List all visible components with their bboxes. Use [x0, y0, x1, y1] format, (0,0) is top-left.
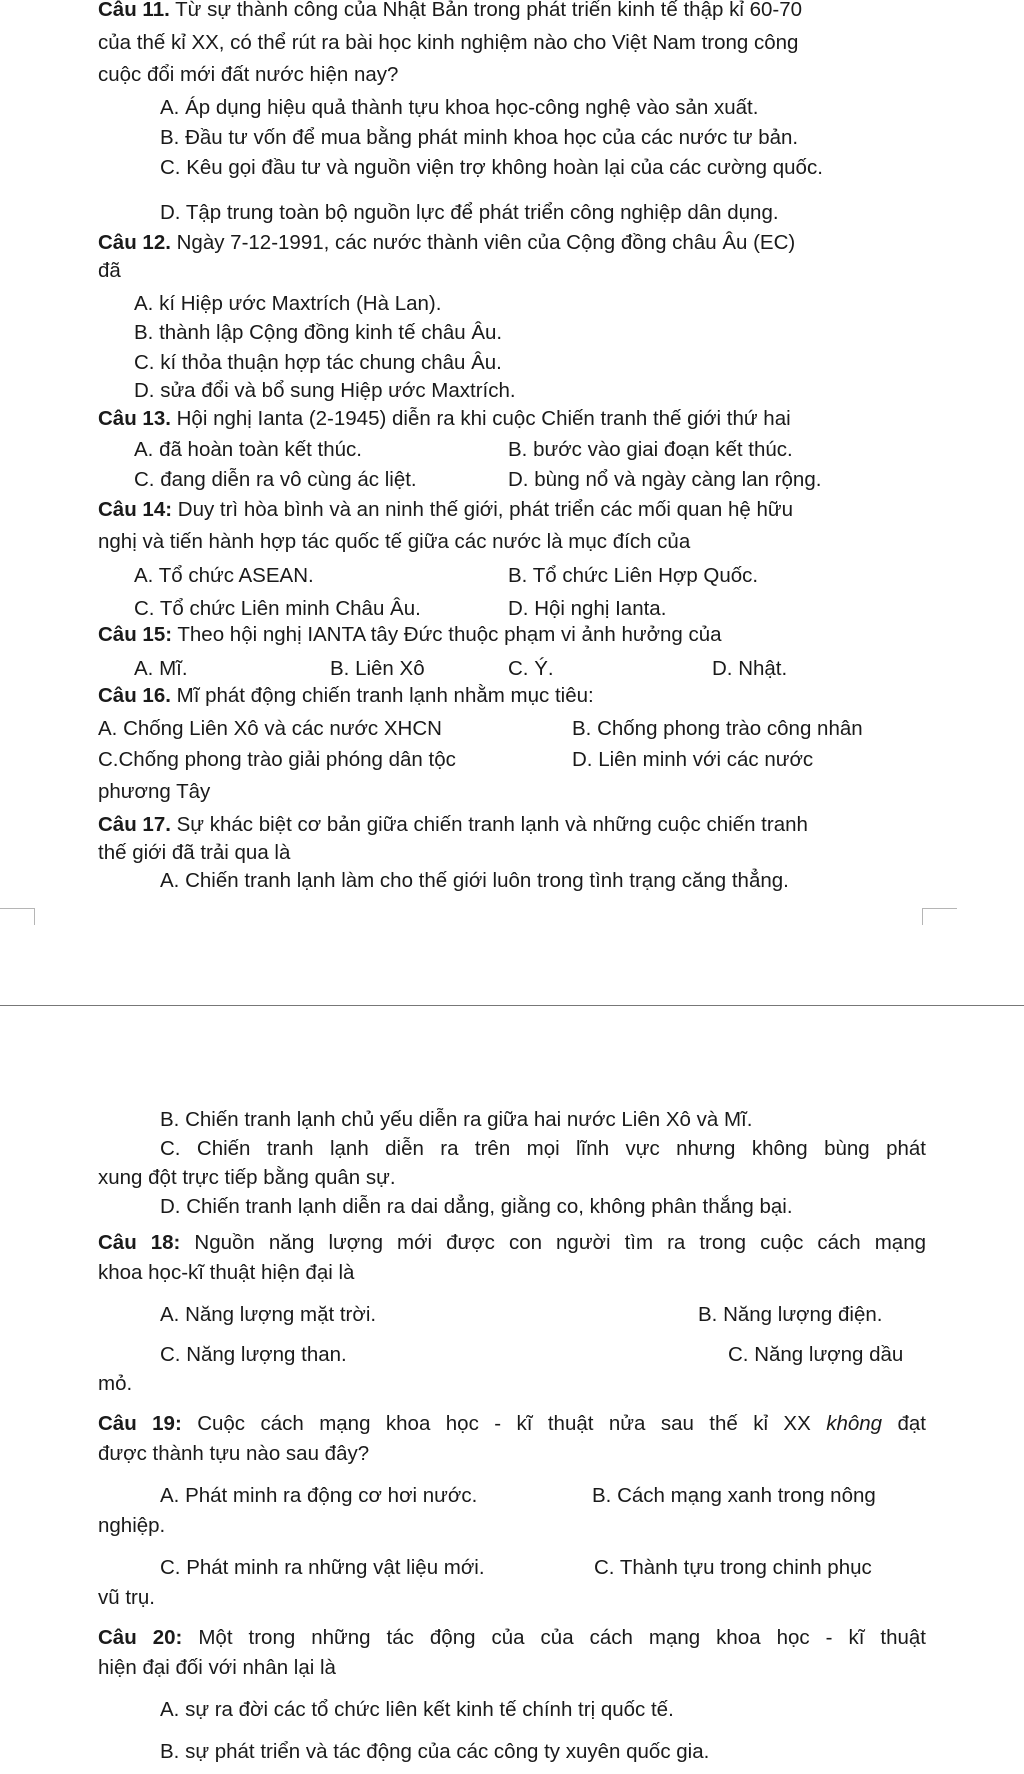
question-16-option-a: A. Chống Liên Xô và các nước XHCN — [98, 717, 442, 740]
question-16-option-d: D. Liên minh với các nước — [572, 748, 814, 771]
question-11-option-a: A. Áp dụng hiệu quả thành tựu khoa học-công nghệ vào sản xuất. — [160, 96, 759, 119]
question-17-number: Câu 17. — [98, 813, 171, 836]
question-11-option-c: C. Kêu gọi đầu tư và nguồn viện trợ không hoàn lại của các cường quốc. — [160, 156, 823, 179]
question-17-option-b: B. Chiến tranh lạnh chủ yếu diễn ra giữa hai nước Liên Xô và Mĩ. — [160, 1108, 753, 1131]
question-20-number: Câu 20: — [98, 1626, 183, 1649]
question-14-option-a: A. Tổ chức ASEAN. — [134, 564, 314, 587]
question-15-number: Câu 15: — [98, 623, 173, 646]
question-12-line-1: Câu 12. Ngày 7-12-1991, các nước thành viên của Cộng đồng châu Âu (EC) — [98, 231, 796, 254]
question-15-option-c: C. Ý. — [508, 657, 554, 680]
question-19-number: Câu 19: — [98, 1412, 182, 1435]
question-12-option-b: B. thành lập Cộng đồng kinh tế châu Âu. — [134, 321, 503, 344]
question-19-option-d: C. Thành tựu trong chinh phục — [594, 1556, 872, 1579]
question-13-number: Câu 13. — [98, 407, 171, 430]
question-15-option-d: D. Nhật. — [712, 657, 788, 680]
question-19-option-c: C. Phát minh ra những vật liệu mới. — [160, 1556, 485, 1579]
question-13-option-b: B. bước vào giai đoạn kết thúc. — [508, 438, 793, 461]
question-13-option-c: C. đang diễn ra vô cùng ác liệt. — [134, 468, 417, 491]
question-11-number: Câu 11. — [98, 0, 170, 21]
question-16-option-d-wrap: phương Tây — [98, 780, 211, 803]
page-bottom — [0, 1035, 1024, 1774]
question-19-option-a: A. Phát minh ra động cơ hơi nước. — [160, 1484, 478, 1507]
question-16-option-c: C.Chống phong trào giải phóng dân tộc — [98, 748, 456, 771]
question-20-option-b: B. sự phát triển và tác động của các công ty xuyên quốc gia. — [160, 1740, 710, 1763]
question-11-line-1: Câu 11. Từ sự thành công của Nhật Bản trong phát triển kinh tế thập kỉ 60-70 — [98, 0, 803, 21]
question-12-line-2: đã — [98, 259, 121, 282]
question-19-option-d-wrap: vũ trụ. — [98, 1586, 155, 1609]
question-14-option-b: B. Tổ chức Liên Hợp Quốc. — [508, 564, 759, 587]
question-17-option-c-wrap: xung đột trực tiếp bằng quân sự. — [98, 1166, 396, 1189]
question-12-option-d: D. sửa đổi và bổ sung Hiệp ước Maxtrích. — [134, 379, 516, 402]
question-19-option-b: B. Cách mạng xanh trong nông — [592, 1484, 876, 1507]
page-corner-top-left — [0, 908, 35, 925]
question-18-option-d: C. Năng lượng dầu — [728, 1343, 904, 1366]
question-11-line-2: của thế kỉ XX, có thể rút ra bài học kinh nghiệm nào cho Việt Nam trong công — [98, 31, 799, 54]
question-16-option-b: B. Chống phong trào công nhân — [572, 717, 863, 740]
question-13-option-a: A. đã hoàn toàn kết thúc. — [134, 438, 362, 461]
question-19-line-2: được thành tựu nào sau đây? — [98, 1442, 370, 1465]
question-14-option-d: D. Hội nghị Ianta. — [508, 597, 667, 620]
question-18-option-a: A. Năng lượng mặt trời. — [160, 1303, 377, 1326]
page-corner-top-right — [922, 908, 957, 925]
question-15-option-a: A. Mĩ. — [134, 657, 188, 680]
question-12-option-c: C. kí thỏa thuận hợp tác chung châu Âu. — [134, 351, 502, 374]
question-11-option-d: D. Tập trung toàn bộ nguồn lực để phát triển công nghiệp dân dụng. — [160, 201, 779, 224]
question-18-line-1: Câu 18: Nguồn năng lượng mới được con người tìm ra trong cuộc cách mạng — [98, 1231, 926, 1254]
question-17-option-d: D. Chiến tranh lạnh diễn ra dai dẳng, giằng co, không phân thắng bại. — [160, 1195, 793, 1218]
question-11-line-3: cuộc đổi mới đất nước hiện nay? — [98, 63, 399, 86]
question-18-line-2: khoa học-kĩ thuật hiện đại là — [98, 1261, 355, 1284]
question-14-number: Câu 14: — [98, 498, 173, 521]
question-20-option-a: A. sự ra đời các tổ chức liên kết kinh tế chính trị quốc tế. — [160, 1698, 674, 1721]
question-12-number: Câu 12. — [98, 231, 171, 254]
question-20-line-1: Câu 20: Một trong những tác động của của cách mạng khoa học - kĩ thuật — [98, 1626, 926, 1649]
question-17-line-2: thế giới đã trải qua là — [98, 841, 291, 864]
question-11-option-b: B. Đầu tư vốn để mua bằng phát minh khoa học của các nước tư bản. — [160, 126, 799, 149]
question-13-option-d: D. bùng nổ và ngày càng lan rộng. — [508, 468, 822, 491]
question-18-option-b: B. Năng lượng điện. — [698, 1303, 883, 1326]
question-16-number: Câu 16. — [98, 684, 171, 707]
question-19-emphasis: không — [826, 1412, 883, 1435]
question-14-line-2: nghị và tiến hành hợp tác quốc tế giữa các nước là mục đích của — [98, 530, 691, 553]
question-12-option-a: A. kí Hiệp ước Maxtrích (Hà Lan). — [134, 292, 442, 315]
question-18-option-d-wrap: mỏ. — [98, 1372, 133, 1395]
question-16-line-1: Câu 16. Mĩ phát động chiến tranh lạnh nhằm mục tiêu: — [98, 684, 594, 707]
question-17-line-1: Câu 17. Sự khác biệt cơ bản giữa chiến tranh lạnh và những cuộc chiến tranh — [98, 813, 808, 836]
question-17-option-c: C. Chiến tranh lạnh diễn ra trên mọi lĩnh vực nhưng không bùng phát — [160, 1137, 926, 1160]
question-15-option-b: B. Liên Xô — [330, 657, 425, 680]
question-14-line-1: Câu 14: Duy trì hòa bình và an ninh thế giới, phát triển các mối quan hệ hữu — [98, 498, 793, 521]
question-15-line-1: Câu 15: Theo hội nghị IANTA tây Đức thuộc phạm vi ảnh hưởng của — [98, 623, 722, 646]
question-14-option-c: C. Tổ chức Liên minh Châu Âu. — [134, 597, 421, 620]
page-break-divider — [0, 1005, 1024, 1006]
question-18-number: Câu 18: — [98, 1231, 181, 1254]
question-20-line-2: hiện đại đối với nhân lại là — [98, 1656, 336, 1679]
question-19-line-1: Câu 19: Cuộc cách mạng khoa học - kĩ thuật nửa sau thế kỉ XX không đạt — [98, 1412, 926, 1435]
question-13-line-1: Câu 13. Hội nghị Ianta (2-1945) diễn ra khi cuộc Chiến tranh thế giới thứ hai — [98, 407, 791, 430]
question-19-option-b-wrap: nghiệp. — [98, 1514, 166, 1537]
question-17-option-a: A. Chiến tranh lạnh làm cho thế giới luôn trong tình trạng căng thẳng. — [160, 869, 789, 892]
question-18-option-c: C. Năng lượng than. — [160, 1343, 347, 1366]
